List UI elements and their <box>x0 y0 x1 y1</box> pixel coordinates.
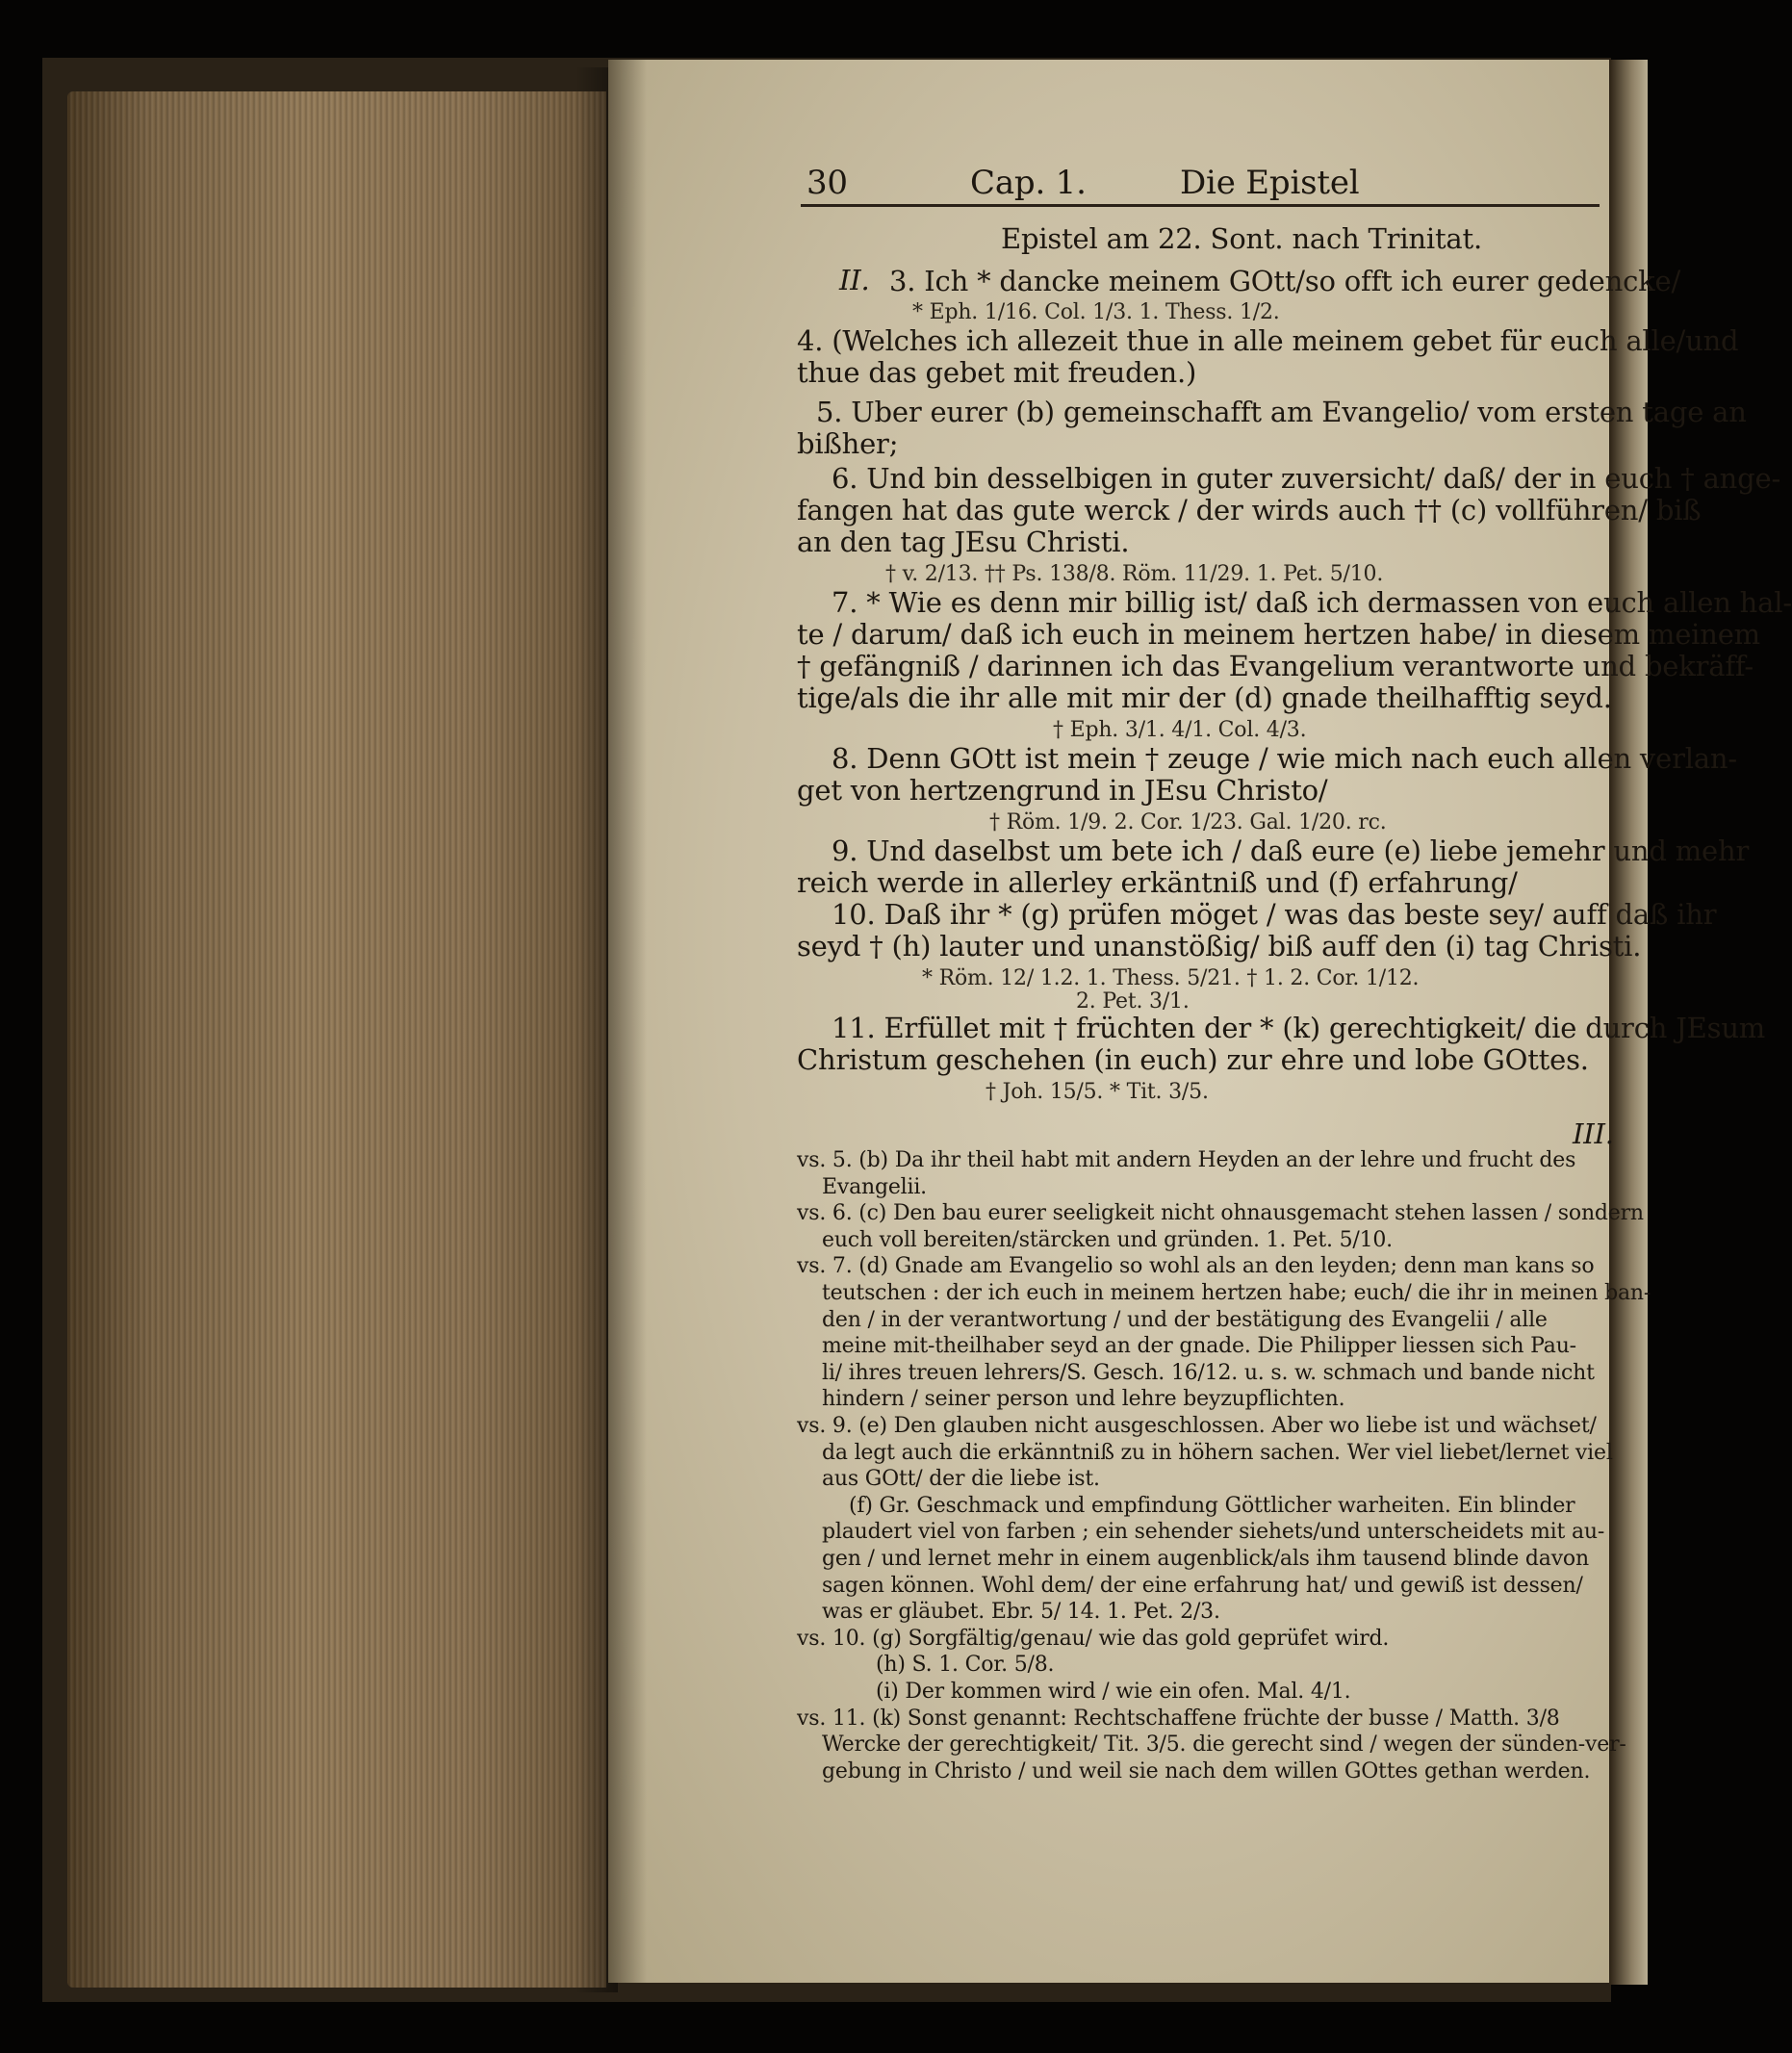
verse-line: 9. Und daselbst um bete ich / daß eure (e) liebe jemehr und mehr <box>832 834 1750 867</box>
verse-line: 4. (Welches ich allezeit thue in alle meinem gebet für euch alle/und <box>797 324 1739 357</box>
note-line: (i) Der kommen wird / wie ein ofen. Mal. 4/1. <box>876 1680 1351 1704</box>
subheading: Epistel am 22. Sont. nach Trinitat. <box>1001 222 1482 255</box>
note-line: vs. 5. (b) Da ihr theil habt mit andern Heyden an der lehre und frucht des <box>797 1148 1576 1172</box>
page-gutter-shadow <box>608 60 647 1983</box>
verse-line: thue das gebet mit freuden.) <box>797 356 1197 389</box>
note-line: Wercke der gerechtigkeit/ Tit. 3/5. die gerecht sind / wegen der sünden-ver- <box>822 1732 1626 1758</box>
verse-line: 5. Uber eurer (b) gemeinschafft am Evangelio/ vom ersten tage an <box>816 396 1747 428</box>
note-line: (h) S. 1. Cor. 5/8. <box>876 1653 1055 1678</box>
note-line: vs. 10. (g) Sorgfältig/genau/ wie das gold geprüfet wird. <box>797 1626 1390 1651</box>
running-title: Die Epistel <box>1180 164 1360 202</box>
note-line: aus GOtt/ der die liebe ist. <box>822 1467 1100 1492</box>
note-line: hindern / seiner person und lehre beyzupflichten. <box>822 1387 1345 1412</box>
verse-line: 6. Und bin desselbigen in guter zuversicht/ daß/ der in euch † ange- <box>832 462 1781 495</box>
section-marker-bottom: III. <box>1573 1117 1614 1150</box>
verse-line: get von hertzengrund in JEsu Christo/ <box>797 774 1328 807</box>
note-line: sagen können. Wohl dem/ der eine erfahrung hat/ und gewiß ist dessen/ <box>822 1573 1583 1598</box>
note-line: (f) Gr. Geschmack und empfindung Göttlicher warheiten. Ein blinder <box>849 1493 1575 1518</box>
verse-line: seyd † (h) lauter und unanstößig/ biß auff den (i) tag Christi. <box>797 930 1642 962</box>
verse-reference: † Röm. 1/9. 2. Cor. 1/23. Gal. 1/20. rc. <box>989 810 1387 834</box>
note-line: plaudert viel von farben ; ein sehender siehets/und unterscheidets mit au- <box>822 1520 1605 1545</box>
note-line: vs. 9. (e) Den glauben nicht ausgeschlossen. Aber wo liebe ist und wächset/ <box>797 1414 1597 1438</box>
verse-line: 8. Denn GOtt ist mein † zeuge / wie mich nach euch allen verlan- <box>832 742 1737 775</box>
verse-line: 11. Erfüllet mit † früchten der * (k) gerechtigkeit/ die durch JEsum <box>832 1012 1766 1044</box>
note-line: da legt auch die erkänntniß zu in höhern sachen. Wer viel liebet/lernet viel <box>822 1440 1613 1465</box>
page-edges <box>67 91 606 1988</box>
verse-reference: † v. 2/13. †† Ps. 138/8. Röm. 11/29. 1. Pet. 5/10. <box>885 562 1384 586</box>
note-line: den / in der verantwortung / und der bestätigung des Evangelii / alle <box>822 1307 1548 1332</box>
verse-line: an den tag JEsu Christi. <box>797 526 1130 558</box>
verse-line: tige/als die ihr alle mit mir der (d) gnade theilhafftig seyd. <box>797 681 1612 714</box>
verse-reference: † Joh. 15/5. * Tit. 3/5. <box>986 1080 1209 1104</box>
verse-line: fangen hat das gute werck / der wirds auch †† (c) vollführen/ biß <box>797 494 1702 526</box>
verse-line: bißher; <box>797 427 899 460</box>
section-marker-top: II. <box>839 264 870 296</box>
note-line: vs. 11. (k) Sonst genannt: Rechtschaffene früchte der busse / Matth. 3/8 <box>797 1706 1560 1731</box>
note-line: teutschen : der ich euch in meinem hertzen habe; euch/ die ihr in meinen ban- <box>822 1281 1651 1305</box>
note-line: meine mit-theilhaber seyd an der gnade. Die Philipper liessen sich Pau- <box>822 1334 1576 1359</box>
note-line: Evangelii. <box>822 1174 927 1199</box>
note-line: was er gläubet. Ebr. 5/ 14. 1. Pet. 2/3. <box>822 1600 1220 1625</box>
verse-line: 3. Ich * dancke meinem GOtt/so offt ich eurer gedencke/ <box>889 265 1681 297</box>
verse-reference: * Eph. 1/16. Col. 1/3. 1. Thess. 1/2. <box>912 300 1280 324</box>
chapter-label: Cap. 1. <box>970 164 1087 202</box>
note-line: gebung in Christo / und weil sie nach dem willen GOttes gethan werden. <box>822 1758 1591 1784</box>
verse-reference: * Röm. 12/ 1.2. 1. Thess. 5/21. † 1. 2. Cor. 1/12. <box>922 966 1420 990</box>
header-rule <box>801 204 1600 207</box>
note-line: li/ ihres treuen lehrers/S. Gesch. 16/12. u. s. w. schmach und bande nicht <box>822 1360 1595 1385</box>
page-number: 30 <box>806 164 848 202</box>
verse-line: 10. Daß ihr * (g) prüfen möget / was das beste sey/ auff daß ihr <box>832 898 1717 931</box>
verse-line: reich werde in allerley erkäntniß und (f) erfahrung/ <box>797 866 1518 899</box>
note-line: vs. 6. (c) Den bau eurer seeligkeit nicht ohnausgemacht stehen lassen / sondern <box>797 1201 1644 1226</box>
verse-reference: † Eph. 3/1. 4/1. Col. 4/3. <box>1053 718 1307 742</box>
note-line: vs. 7. (d) Gnade am Evangelio so wohl als an den leyden; denn man kans so <box>797 1254 1595 1279</box>
verse-line: 7. * Wie es denn mir billig ist/ daß ich dermassen von euch allen hal- <box>832 586 1792 619</box>
verse-line: te / darum/ daß ich euch in meinem hertzen habe/ in diesem meinem <box>797 618 1760 651</box>
note-line: gen / und lernet mehr in einem augenblick/als ihm tausend blinde davon <box>822 1547 1589 1571</box>
verse-reference: 2. Pet. 3/1. <box>1076 989 1190 1014</box>
verse-line: † gefängniß / darinnen ich das Evangelium verantworte und bekräff- <box>797 650 1754 682</box>
verse-line: Christum geschehen (in euch) zur ehre und lobe GOttes. <box>797 1043 1589 1076</box>
note-line: euch voll bereiten/stärcken und gründen. 1. Pet. 5/10. <box>822 1227 1393 1252</box>
